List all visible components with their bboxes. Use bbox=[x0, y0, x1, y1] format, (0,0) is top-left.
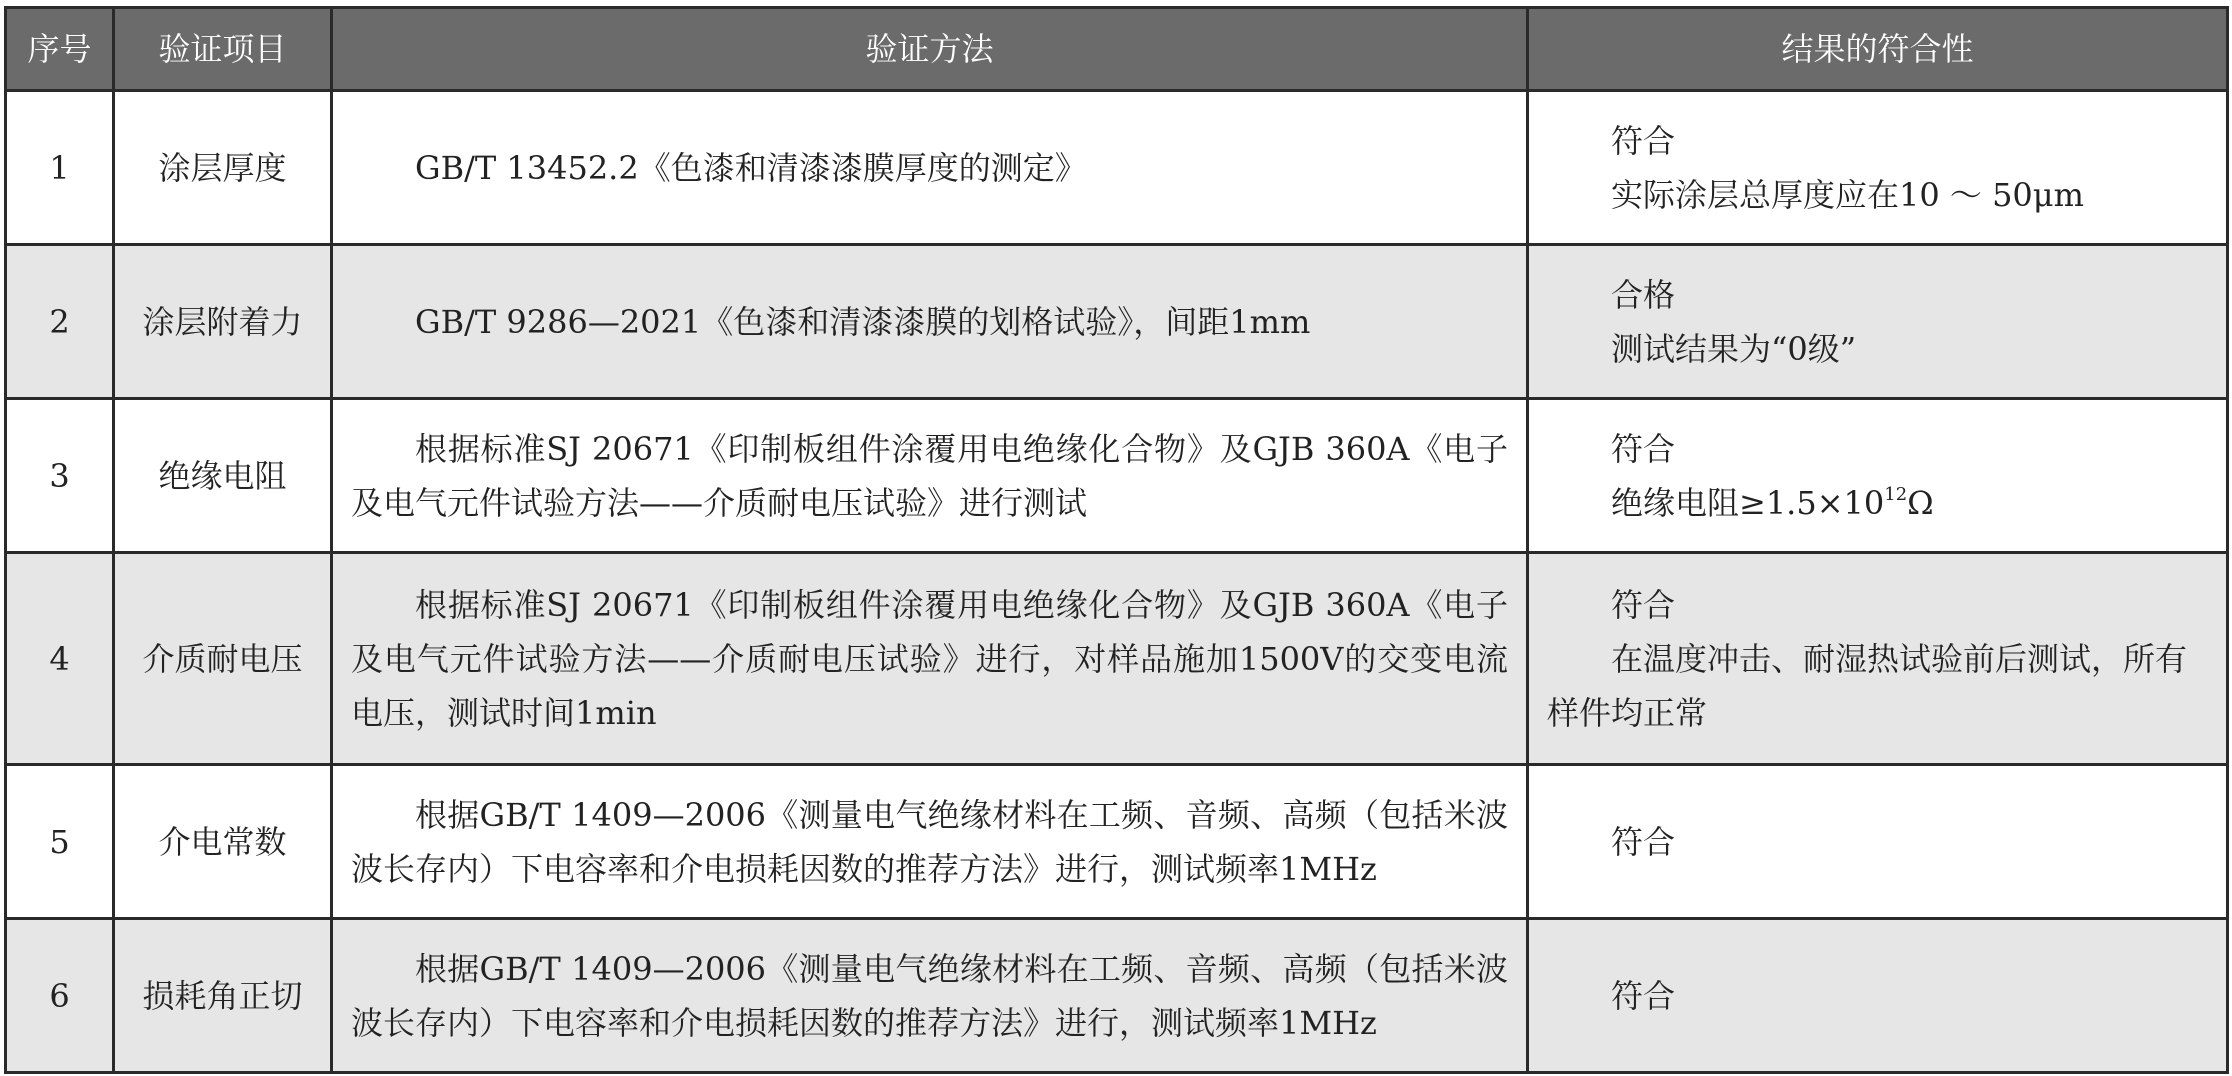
row-method bbox=[332, 91, 1528, 245]
verification-table bbox=[4, 6, 2229, 1074]
method-text: GB/T 9286—2021《色漆和清漆漆膜的划格试验》，间距1mm bbox=[415, 302, 1311, 341]
result-detail-unit: Ω bbox=[1907, 483, 1934, 522]
result-detail-prefix: 绝缘电阻≥1.5×10 bbox=[1611, 483, 1885, 522]
row-no: 6 bbox=[6, 919, 114, 1073]
result-detail: 测试结果为“0级” bbox=[1611, 329, 1857, 368]
row-no: 2 bbox=[6, 245, 114, 399]
row-no: 3 bbox=[6, 399, 114, 553]
row-method bbox=[332, 399, 1528, 553]
row-method bbox=[332, 245, 1528, 399]
result-detail-exponent: 12 bbox=[1884, 483, 1908, 505]
method-text: 根据GB/T 1409—2006《测量电气绝缘材料在工频、音频、高频（包括米波波长存内）下电容率和介电损耗因数的推荐方法》进行，测试频率1MHz bbox=[351, 949, 1508, 1042]
table-row bbox=[6, 919, 2228, 1073]
result-detail bbox=[1547, 476, 2208, 530]
row-result bbox=[1528, 399, 2228, 553]
result-detail: 实际涂层总厚度应在10 ～ 50μm bbox=[1611, 175, 2084, 214]
result-verdict: 符合 bbox=[1611, 585, 1676, 624]
header-method: 验证方法 bbox=[332, 8, 1528, 91]
result-verdict: 符合 bbox=[1611, 822, 1676, 861]
row-no: 1 bbox=[6, 91, 114, 245]
method-text: 根据GB/T 1409—2006《测量电气绝缘材料在工频、音频、高频（包括米波波长存内）下电容率和介电损耗因数的推荐方法》进行，测试频率1MHz bbox=[351, 795, 1508, 888]
method-text: 根据标准SJ 20671《印制板组件涂覆用电绝缘化合物》及GJB 360A《电子及电气元件试验方法——介质耐电压试验》进行测试 bbox=[351, 429, 1508, 522]
method-text: GB/T 13452.2《色漆和清漆漆膜厚度的测定》 bbox=[415, 148, 1087, 187]
table-row bbox=[6, 765, 2228, 919]
row-item: 涂层附着力 bbox=[114, 245, 332, 399]
row-item: 介电常数 bbox=[114, 765, 332, 919]
row-result bbox=[1528, 919, 2228, 1073]
result-verdict: 符合 bbox=[1611, 429, 1676, 468]
row-result bbox=[1528, 765, 2228, 919]
table-header-row bbox=[6, 8, 2228, 91]
result-verdict: 符合 bbox=[1611, 976, 1676, 1015]
row-result bbox=[1528, 91, 2228, 245]
table-row bbox=[6, 245, 2228, 399]
header-result: 结果的符合性 bbox=[1528, 8, 2228, 91]
table-row bbox=[6, 553, 2228, 765]
table-row bbox=[6, 399, 2228, 553]
row-no: 4 bbox=[6, 553, 114, 765]
row-result bbox=[1528, 553, 2228, 765]
result-verdict: 合格 bbox=[1611, 275, 1676, 314]
table-row bbox=[6, 91, 2228, 245]
row-item: 涂层厚度 bbox=[114, 91, 332, 245]
row-item: 损耗角正切 bbox=[114, 919, 332, 1073]
result-verdict: 符合 bbox=[1611, 121, 1676, 160]
row-method bbox=[332, 765, 1528, 919]
row-no: 5 bbox=[6, 765, 114, 919]
row-result bbox=[1528, 245, 2228, 399]
result-detail: 在温度冲击、耐湿热试验前后测试，所有样件均正常 bbox=[1547, 639, 2188, 732]
row-method bbox=[332, 553, 1528, 765]
row-item: 介质耐电压 bbox=[114, 553, 332, 765]
method-text: 根据标准SJ 20671《印制板组件涂覆用电绝缘化合物》及GJB 360A《电子及电气元件试验方法——介质耐电压试验》进行，对样品施加1500V的交变电流电压，测试时间1min bbox=[351, 585, 1508, 732]
row-item: 绝缘电阻 bbox=[114, 399, 332, 553]
header-item: 验证项目 bbox=[114, 8, 332, 91]
header-no: 序号 bbox=[6, 8, 114, 91]
row-method bbox=[332, 919, 1528, 1073]
